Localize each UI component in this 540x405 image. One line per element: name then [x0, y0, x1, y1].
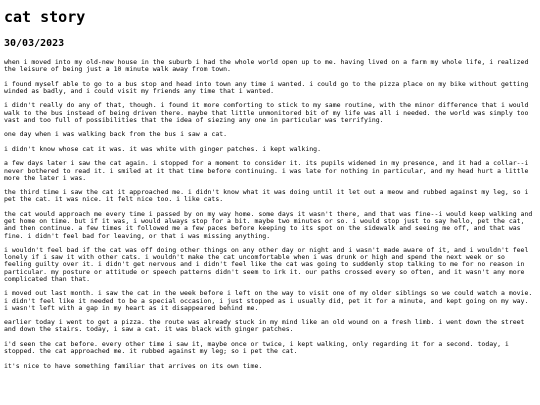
paragraph-6: a few days later i saw the cat again. i stopped for a moment to consider it. its pupils widened in my presence, and it had a collar--i never bothered to read it. i smiled at it that time before continuing. i was late for nothing in particular, and my head hurt a little more the later i was. — [4, 159, 529, 182]
paragraph-5: i didn't know whose cat it was. it was white with ginger patches. i kept walking. — [4, 144, 321, 153]
paragraph-8: the cat would approach me every time i passed by on my way home. some days it wasn't there, and that was fine--i would keep walking and get home on time. but if it was, i would always stop for a bit. maybe two minutes or so. i would stop just to say hello, pet the cat, and then continue. a few times it followed me a few paces before keeping to its spot on the sidewalk and seeing me off, and that was fine. i didn't feel bad for leaving, or that i was missing anything. — [4, 209, 533, 240]
paragraph-10: i moved out last month. i saw the cat in the week before i left on the way to visit one of my older siblings so we could watch a movie. i didn't feel like it needed to be a special occasion, i just stopped as i usually did, pet it for a minute, and kept going on my way. i wasn't left with a gap in my heart as it disappeared behind me. — [4, 289, 533, 312]
paragraph-1: when i moved into my old-new house in the suburb i had the whole world open up to me. having lived on a farm my whole life, i realized the leisure of being just a 10 minute walk away from town. — [4, 58, 529, 74]
page-title: cat story — [4, 8, 86, 26]
paragraph-11: earlier today i went to get a pizza. the route was already stuck in my mind like an old wound on a fresh limb. i went down the street and down the stairs. today, i saw a cat. it was black with ginger patches. — [4, 318, 525, 334]
paragraph-2: i found myself able to go to a bus stop and head into town any time i wanted. i could go to the pizza place on my bike without getting winded as badly, and i could visit my friends any time that i wanted. — [4, 79, 529, 95]
paragraph-3: i didn't really do any of that, though. i found it more comforting to stick to my same routine, with the minor difference that i would walk to the bus instead of being driven there. maybe that little unmonitored bit of my life was all i needed. the world was simply too vast and too full of possibilities that the idea of siezing any one in particular was terrifying. — [4, 101, 529, 124]
post-date: 30/03/2023 — [4, 38, 65, 49]
paragraph-4: one day when i was walking back from the bus i saw a cat. — [4, 130, 228, 139]
paragraph-7: the third time i saw the cat it approached me. i didn't know what it was doing until it let out a meow and rubbed against my leg, so i pet the cat. it was nice. it felt nice too. i like cats. — [4, 188, 529, 204]
paragraph-9: i wouldn't feel bad if the cat was off doing other things on any other day or night and i wasn't made aware of it, and i wouldn't feel lonely if i saw it with other cats. i wouldn't make the cat uncomfortable when i was drunk or high and spend the next week or so feeling guilty over it. i didn't get nervous and i didn't feel like the cat was going to suddenly stop talking to me for no reason in particular. my posture or attitude or speech patterns didn't seem to irk it. our paths crossed every so often, and it wasn't any more complicated than that. — [4, 246, 529, 283]
paragraph-13: it's nice to have something familiar that arrives on its own time. — [4, 361, 263, 370]
paragraph-12: i'd seen the cat before. every other time i saw it, maybe once or twice, i kept walking, only regarding it for a second. today, i stopped. the cat approached me. it rubbed against my leg; so i pet the cat. — [4, 339, 509, 356]
